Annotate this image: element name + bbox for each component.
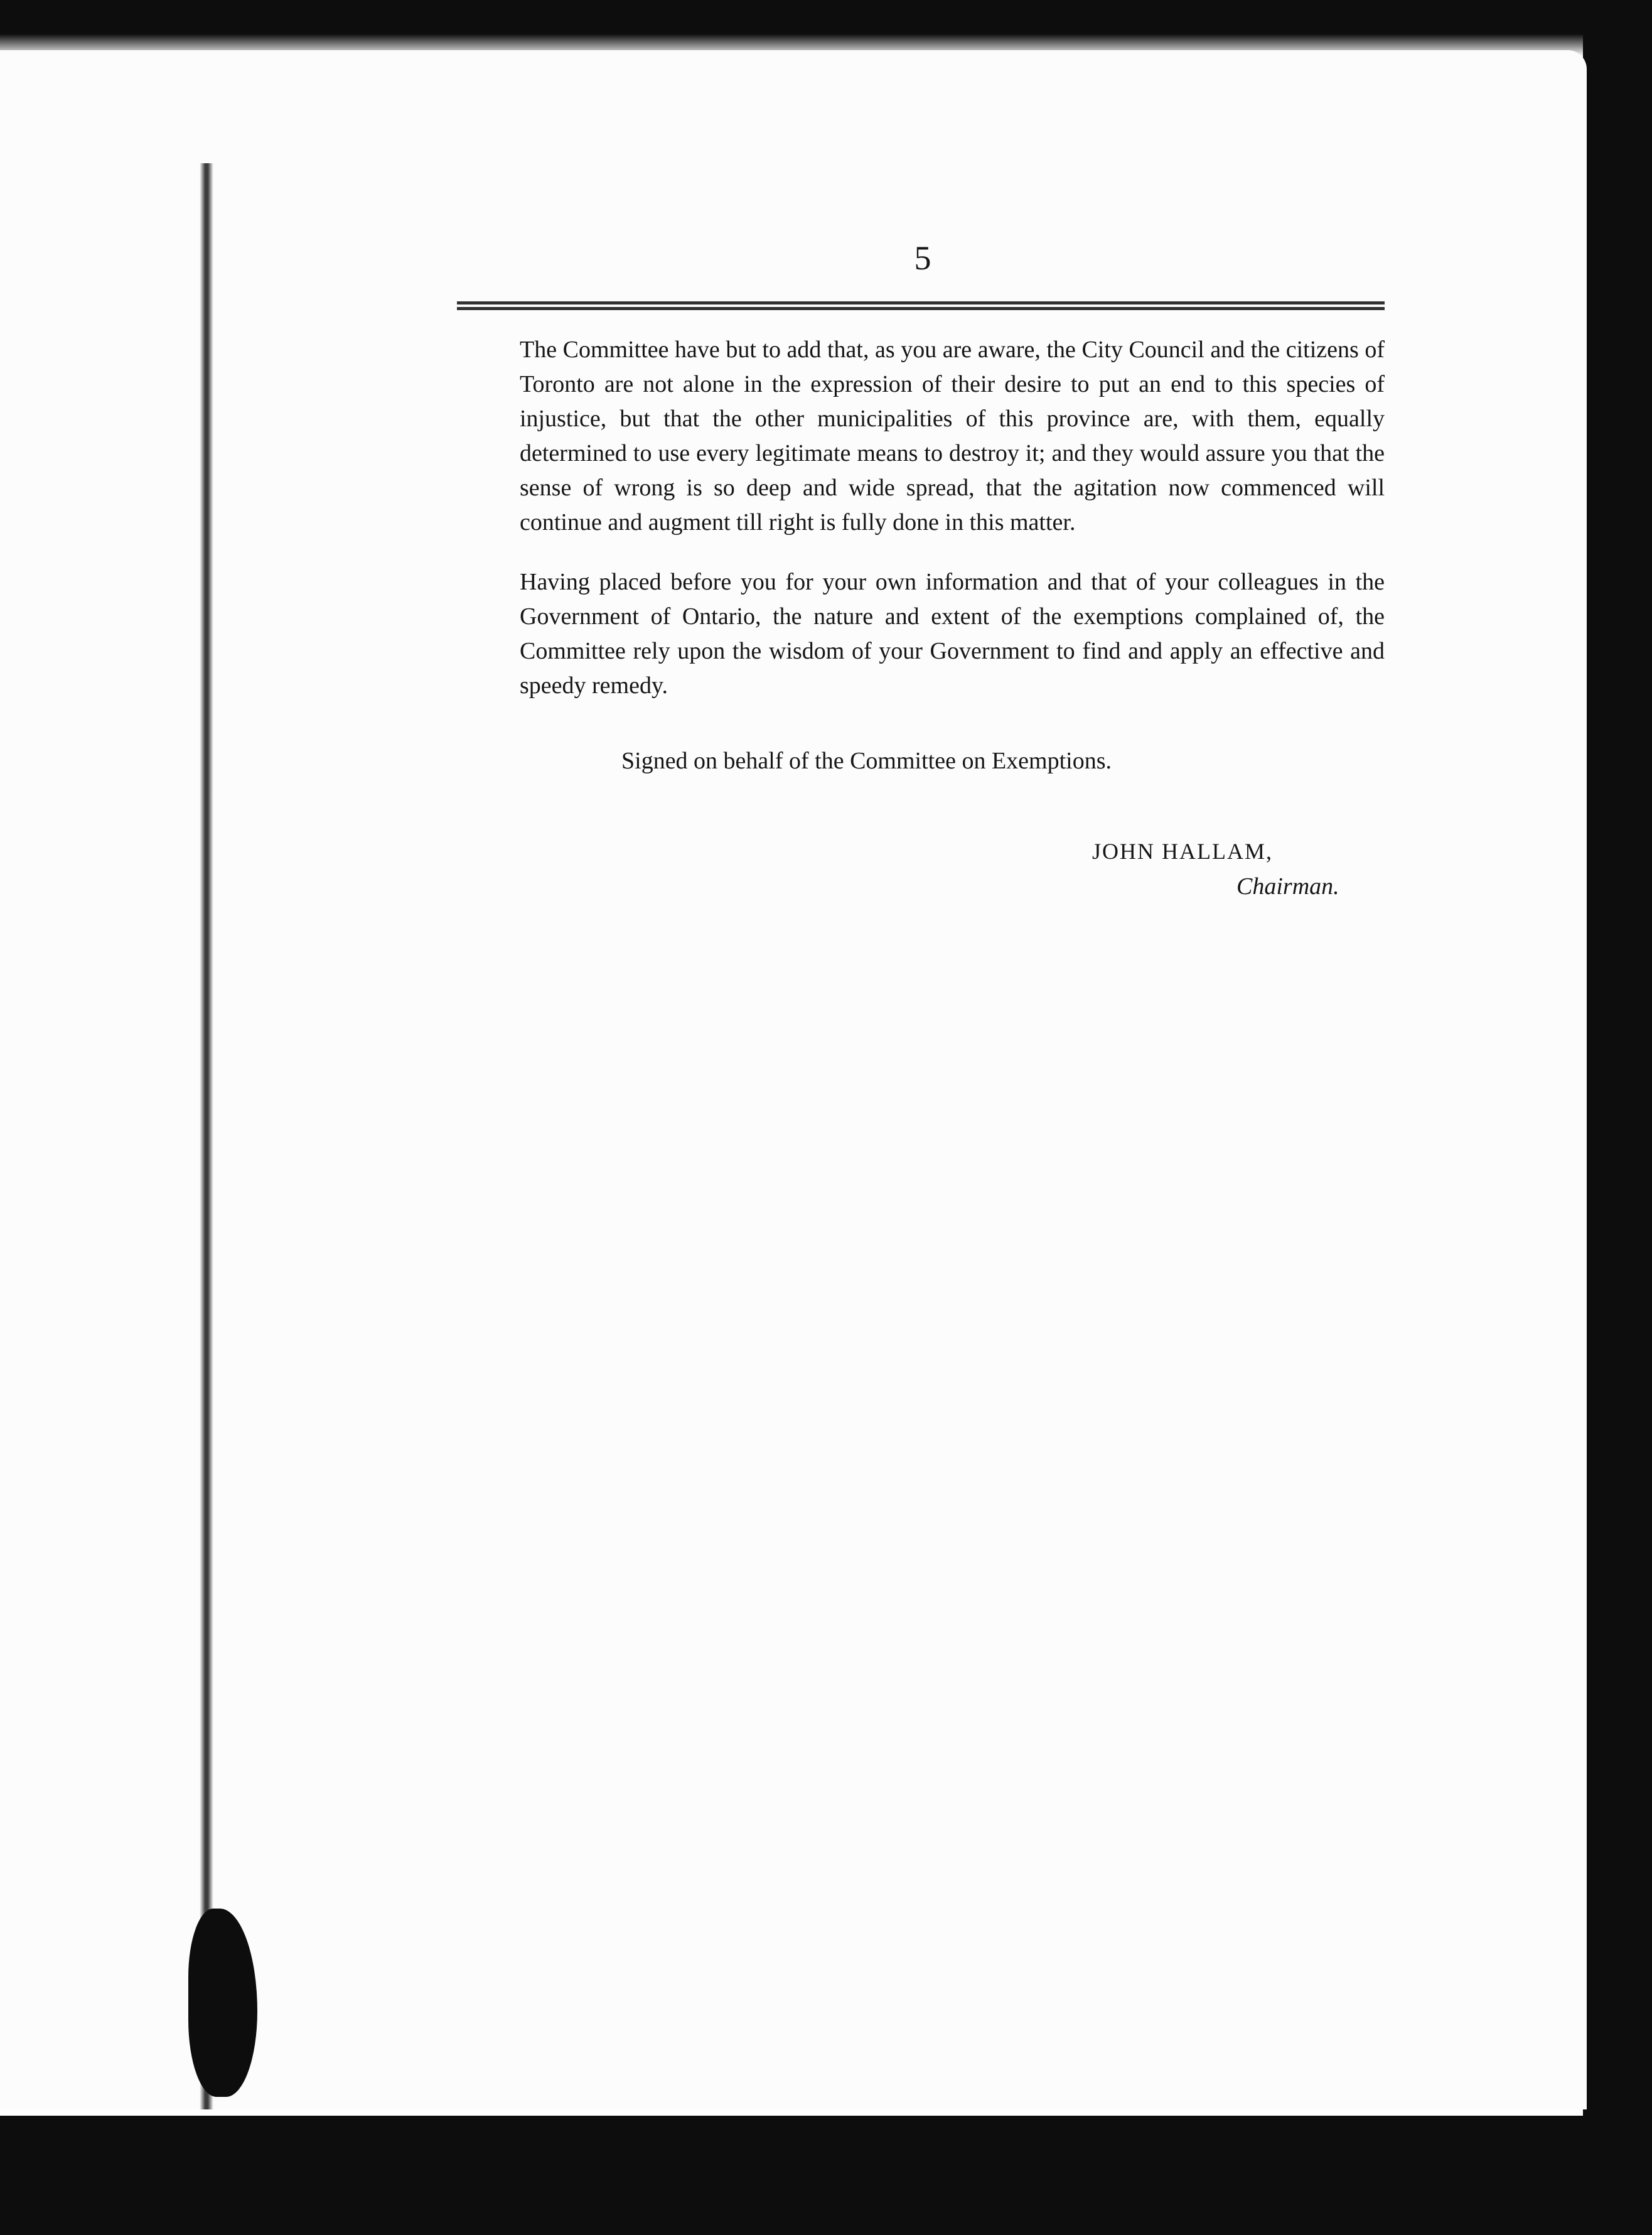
- scan-top-border: [0, 0, 1652, 57]
- binding-spine: [200, 163, 213, 2109]
- signer-name: JOHN HALLAM,: [1092, 839, 1273, 864]
- scan-bottom-border: [0, 2116, 1652, 2235]
- scan-right-border: [1583, 0, 1652, 2235]
- signer-title: Chairman.: [1236, 873, 1339, 900]
- paragraph-1: The Committee have but to add that, as you are aware, the City Council and the citizens of Toronto are not alone in the expression of their desire to put an end to this species of injustice, but that the other municipalities of this province are, with them, equally determined to use every legitimate means to destroy it; and they would assure you that the sense of wrong is so deep and wide spread, that the agitation now commenced will continue and augment till right is fully done in this matter.: [520, 337, 1385, 536]
- binding-damage: [188, 1909, 257, 2097]
- page-number: 5: [914, 239, 931, 277]
- paragraph-2: Having placed before you for your own information and that of your colleagues in the Government of Ontario, the nature and extent of the exemptions complained of, the Committee rely upon the wisdom of your Government to find and apply an effective and speedy remedy.: [520, 569, 1385, 699]
- signed-line: Signed on behalf of the Committee on Exemptions.: [621, 748, 1112, 774]
- header-rule: [457, 301, 1385, 310]
- letter-body: [520, 333, 1385, 728]
